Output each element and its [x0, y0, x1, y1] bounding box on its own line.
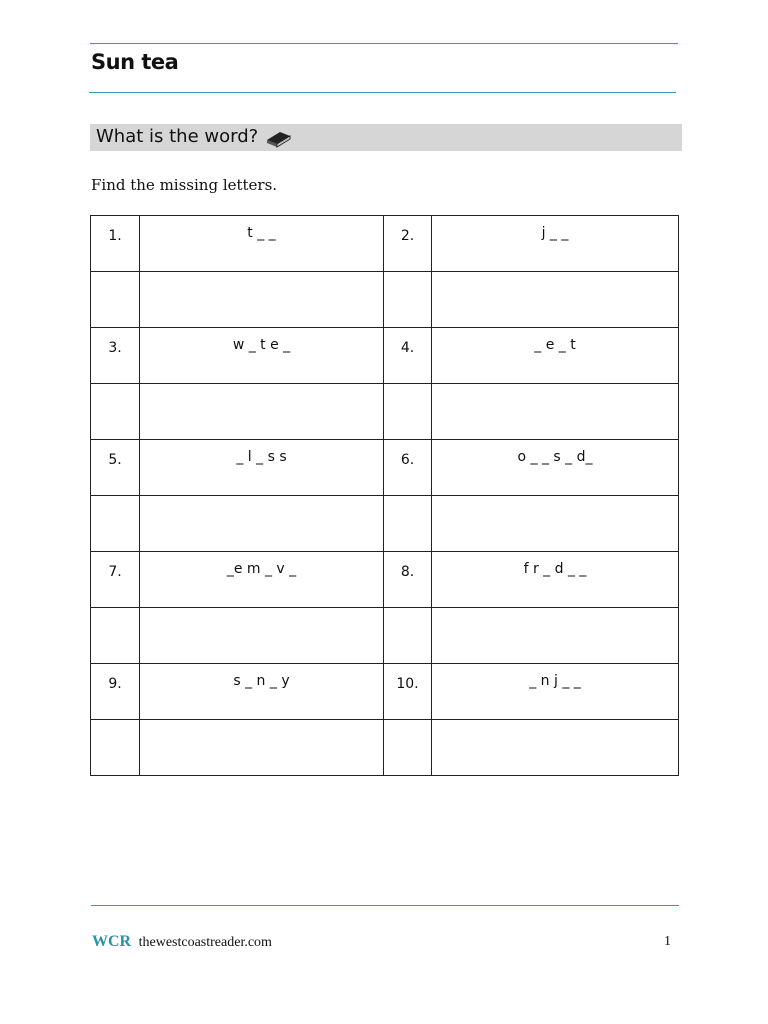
header-bottom-rule [89, 92, 676, 93]
answer-cell[interactable] [432, 720, 679, 776]
answer-cell[interactable] [384, 384, 432, 440]
answer-cell[interactable] [91, 720, 140, 776]
answer-cell[interactable] [91, 272, 140, 328]
instruction-text: Find the missing letters. [91, 176, 278, 194]
section-heading-text: What is the word? [96, 126, 259, 147]
answer-cell[interactable] [140, 272, 384, 328]
page-number: 1 [664, 934, 671, 949]
answer-cell[interactable] [432, 608, 679, 664]
item-number: 10. [384, 664, 432, 720]
answer-cell[interactable] [432, 272, 679, 328]
table-row [91, 216, 679, 272]
item-number: 3. [91, 328, 140, 384]
section-heading [96, 125, 292, 149]
answer-cell[interactable] [140, 608, 384, 664]
item-word: s _ n _ y [140, 664, 384, 720]
table-row [91, 440, 679, 496]
answer-cell[interactable] [384, 496, 432, 552]
item-word: w _ t e _ [140, 328, 384, 384]
item-word: _e m _ v _ [140, 552, 384, 608]
missing-letters-table [90, 215, 679, 776]
item-word: _ n j _ _ [432, 664, 679, 720]
item-word: t _ _ [140, 216, 384, 272]
footer-brand: WCR [92, 933, 132, 950]
answer-cell[interactable] [384, 608, 432, 664]
item-number: 4. [384, 328, 432, 384]
answer-cell[interactable] [91, 608, 140, 664]
answer-cell[interactable] [432, 384, 679, 440]
answer-cell[interactable] [140, 496, 384, 552]
table-row [91, 552, 679, 608]
page-title: Sun tea [91, 50, 179, 74]
footer-rule [91, 905, 679, 906]
item-number: 9. [91, 664, 140, 720]
book-icon [264, 126, 292, 148]
item-number: 2. [384, 216, 432, 272]
answer-row [91, 608, 679, 664]
table-row [91, 328, 679, 384]
item-word: _ l _ s s [140, 440, 384, 496]
item-word: f r _ d _ _ [432, 552, 679, 608]
item-word: _ e _ t [432, 328, 679, 384]
answer-cell[interactable] [91, 384, 140, 440]
answer-row [91, 384, 679, 440]
item-number: 7. [91, 552, 140, 608]
footer-credit [92, 933, 272, 951]
answer-row [91, 496, 679, 552]
answer-cell[interactable] [384, 272, 432, 328]
item-number: 6. [384, 440, 432, 496]
item-word: j _ _ [432, 216, 679, 272]
answer-cell[interactable] [91, 496, 140, 552]
footer-site-link[interactable]: thewestcoastreader.com [138, 935, 272, 950]
header-top-rule [90, 43, 678, 44]
answer-row [91, 272, 679, 328]
item-word: o _ _ s _ d_ [432, 440, 679, 496]
item-number: 5. [91, 440, 140, 496]
answer-cell[interactable] [432, 496, 679, 552]
item-number: 8. [384, 552, 432, 608]
answer-cell[interactable] [384, 720, 432, 776]
item-number: 1. [91, 216, 140, 272]
answer-cell[interactable] [140, 720, 384, 776]
table-row [91, 664, 679, 720]
answer-row [91, 720, 679, 776]
answer-cell[interactable] [140, 384, 384, 440]
